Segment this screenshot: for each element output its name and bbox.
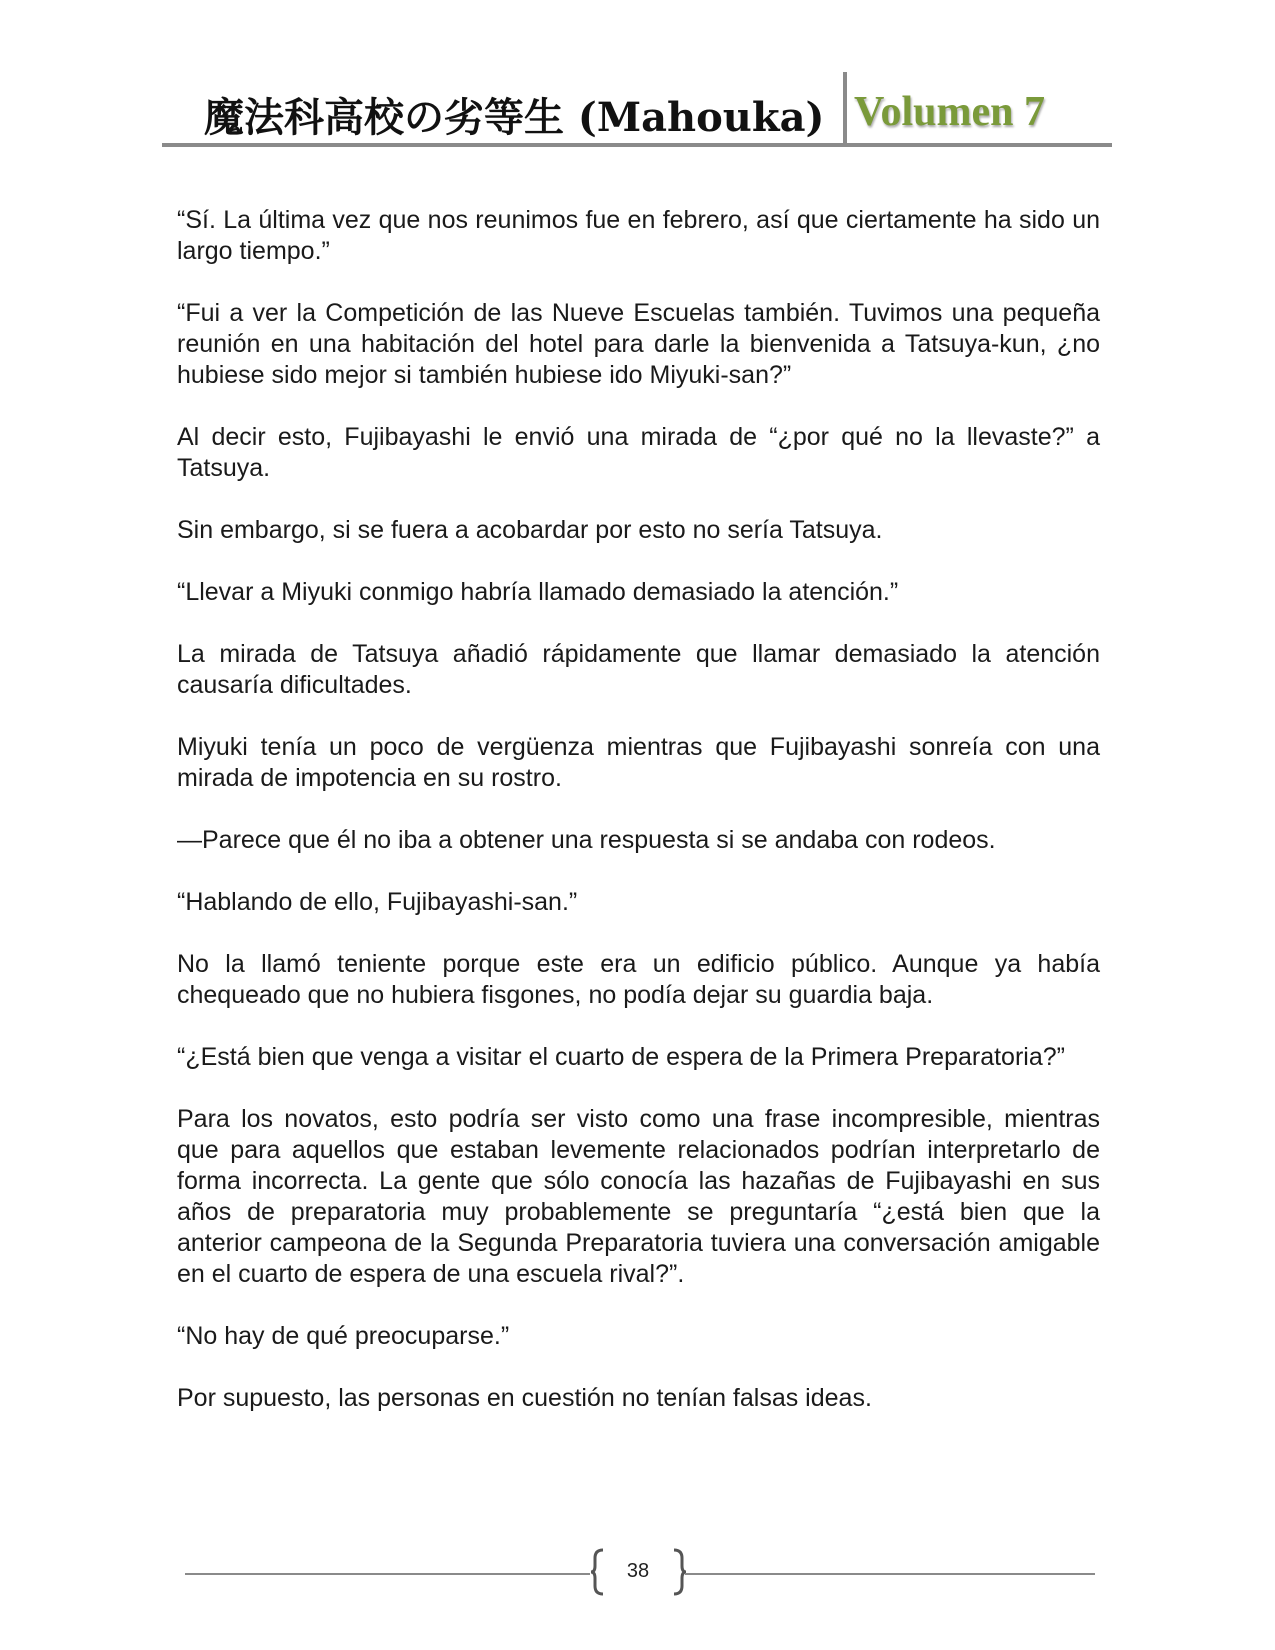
right-bracket-icon: [672, 1548, 686, 1596]
paragraph: No la llamó teniente porque este era un edificio público. Aunque ya había chequeado que no hubiera fisgones, no podía dejar su guardia baja.: [177, 950, 1100, 1009]
page-body: [177, 205, 1100, 1445]
footer-rule-left: [185, 1573, 590, 1575]
paragraph: “Fui a ver la Competición de las Nueve Escuelas también. Tuvimos una pequeña reunión en una habitación del hotel para darle la bienvenida a Tatsuya-kun, ¿no hubiese sido mejor si también hubiese ido Miyuki-san?”: [177, 299, 1100, 389]
paragraph: La mirada de Tatsuya añadió rápidamente que llamar demasiado la atención causaría dificultades.: [177, 640, 1100, 699]
book-title: 魔法科高校の劣等生 (Mahouka): [204, 94, 825, 141]
paragraph: “¿Está bien que venga a visitar el cuarto de espera de la Primera Preparatoria?”: [177, 1043, 1065, 1071]
volume-label: Volumen 7: [854, 89, 1045, 135]
page-number: 38: [626, 1560, 650, 1582]
page-footer: [185, 1548, 1095, 1598]
paragraph: “No hay de qué preocuparse.”: [177, 1322, 510, 1350]
paragraph: Miyuki tenía un poco de vergüenza mientras que Fujibayashi sonreía con una mirada de impotencia en su rostro.: [177, 733, 1100, 792]
paragraph: Por supuesto, las personas en cuestión no tenían falsas ideas.: [177, 1384, 872, 1412]
paragraph: Para los novatos, esto podría ser visto como una frase incompresible, mientras que para aquellos que estaban levemente relacionados podrían interpretarlo de forma incorrecta. La gente que sólo conocía las hazañas de Fujibayashi en sus años de preparatoria muy probablemente se preguntaría “¿está bien que la anterior campeona de la Segunda Preparatoria tuviera una conversación amigable en el cuarto de espera de una escuela rival?”.: [177, 1105, 1100, 1288]
paragraph: —Parece que él no iba a obtener una respuesta si se andaba con rodeos.: [177, 826, 996, 854]
paragraph: Sin embargo, si se fuera a acobardar por esto no sería Tatsuya.: [177, 516, 883, 544]
paragraph: Al decir esto, Fujibayashi le envió una mirada de “¿por qué no la llevaste?” a Tatsuya.: [177, 423, 1100, 482]
header-rule: [162, 143, 1112, 147]
paragraph: “Llevar a Miyuki conmigo habría llamado demasiado la atención.”: [177, 578, 899, 606]
page-header: [162, 72, 1112, 148]
header-divider: [843, 72, 847, 144]
footer-rule-right: [685, 1573, 1095, 1575]
paragraph: “Sí. La última vez que nos reunimos fue en febrero, así que ciertamente ha sido un largo tiempo.”: [177, 206, 1100, 265]
left-bracket-icon: [591, 1548, 605, 1596]
paragraph: “Hablando de ello, Fujibayashi-san.”: [177, 888, 578, 916]
